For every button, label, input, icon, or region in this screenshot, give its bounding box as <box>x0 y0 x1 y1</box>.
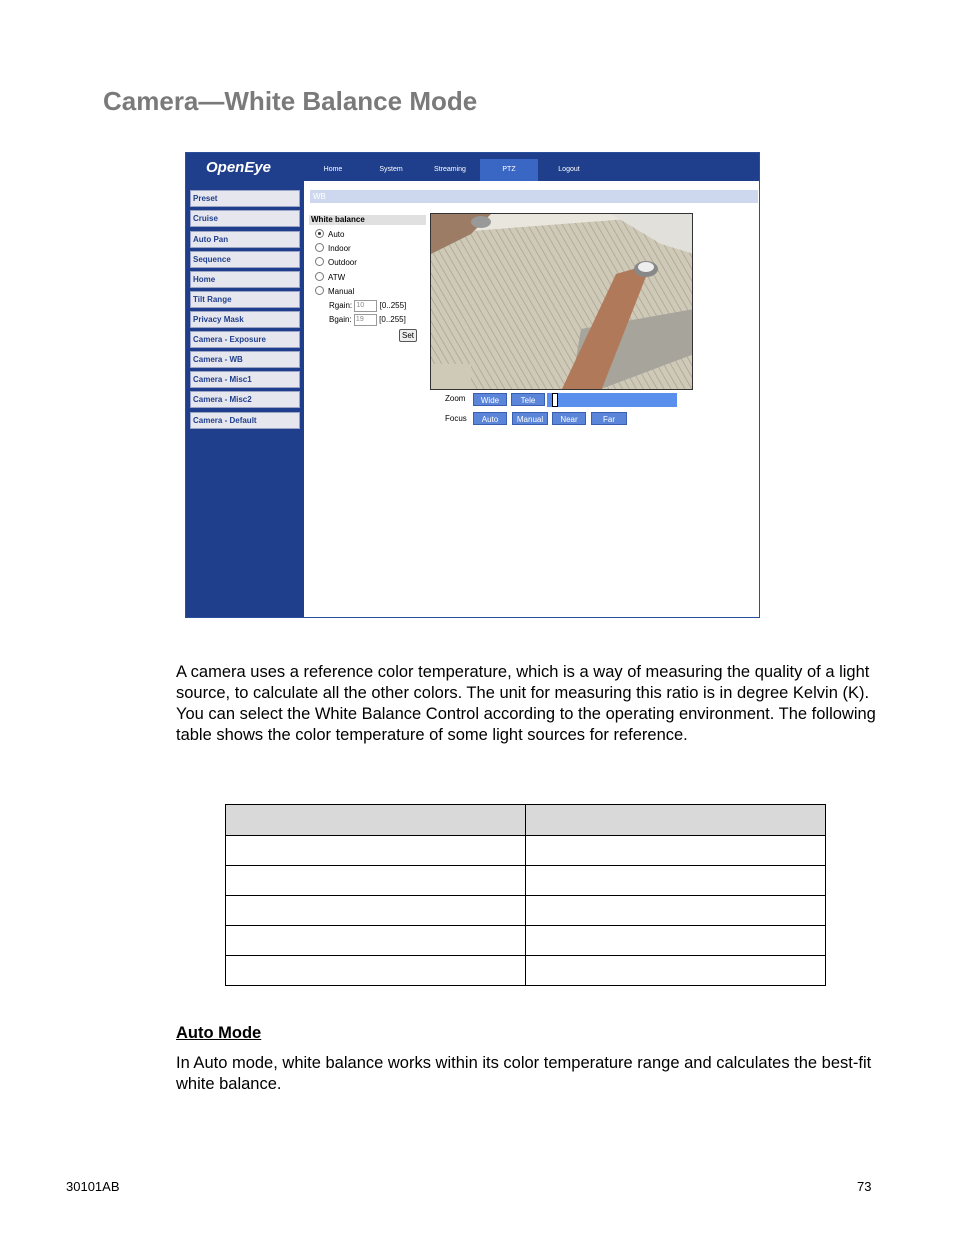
sidebar-item-tilt-range[interactable]: Tilt Range <box>190 291 300 308</box>
radio-icon[interactable] <box>315 229 324 238</box>
option-auto[interactable] <box>315 229 344 240</box>
option-label: Indoor <box>328 244 351 253</box>
page-title: Camera—White Balance Mode <box>103 86 478 116</box>
option-indoor[interactable] <box>315 243 351 254</box>
nav-home[interactable]: Home <box>323 166 343 173</box>
table-cell <box>226 836 526 866</box>
footer-page-number: 73 <box>857 1179 872 1194</box>
sidebar-item-camera-misc1[interactable]: Camera - Misc1 <box>190 371 300 388</box>
sidebar-item-privacy-mask[interactable]: Privacy Mask <box>190 311 300 328</box>
ui-header <box>186 153 759 181</box>
white-balance-heading: White balance <box>309 215 426 225</box>
nav-system[interactable]: System <box>379 166 403 173</box>
bgain-row <box>329 314 406 326</box>
zoom-slider-handle[interactable] <box>552 393 558 407</box>
sidebar-item-cruise[interactable]: Cruise <box>190 210 300 227</box>
radio-icon[interactable] <box>315 272 324 281</box>
zoom-tele-button[interactable]: Tele <box>511 393 545 406</box>
table-cell <box>226 956 526 986</box>
nav-logout[interactable]: Logout <box>558 166 580 173</box>
camera-view <box>430 213 693 390</box>
option-label: Manual <box>328 287 355 296</box>
table-cell <box>526 896 826 926</box>
option-label: Auto <box>328 230 345 239</box>
table-cell <box>226 926 526 956</box>
intro-paragraph: A camera uses a reference color temperature, which is a way of measuring the quality of a light source, to calculate all the other colors. The unit for measuring this ratio is in degree Kelvin (K). You can select the White Balance Control according to the operating environment. The following table shows the color temperature of some light sources for reference. <box>176 663 876 744</box>
table-cell <box>226 866 526 896</box>
openeye-logo: OpenEye <box>206 159 272 176</box>
sidebar-item-sequence[interactable]: Sequence <box>190 251 300 268</box>
camera-image <box>431 214 693 390</box>
auto-mode-heading: Auto Mode <box>176 1024 262 1042</box>
table-cell <box>226 896 526 926</box>
nav-ptz[interactable]: PTZ <box>480 159 538 181</box>
rgain-label: Rgain: <box>329 301 353 311</box>
table-cell <box>526 926 826 956</box>
option-label: Outdoor <box>328 258 357 267</box>
rgain-range: [0..255] <box>379 301 407 311</box>
option-atw[interactable] <box>315 272 345 283</box>
ui-sidebar <box>186 181 304 617</box>
option-outdoor[interactable] <box>315 257 357 268</box>
zoom-wide-button[interactable]: Wide <box>473 393 507 406</box>
sidebar-item-camera-exposure[interactable]: Camera - Exposure <box>190 331 300 348</box>
sidebar-item-preset[interactable]: Preset <box>190 190 300 207</box>
focus-auto-button[interactable]: Auto <box>473 412 507 425</box>
bgain-input[interactable]: 19 <box>354 314 377 326</box>
option-label: ATW <box>328 273 346 282</box>
focus-label: Focus <box>445 414 467 423</box>
web-ui-screenshot <box>185 152 760 618</box>
section-bar: WB <box>310 190 758 203</box>
rgain-input[interactable]: 10 <box>354 300 377 312</box>
table-cell <box>526 836 826 866</box>
radio-icon[interactable] <box>315 243 324 252</box>
footer-doc-id: 30101AB <box>66 1179 120 1194</box>
table-row <box>226 956 826 986</box>
radio-icon[interactable] <box>315 257 324 266</box>
table-row <box>226 896 826 926</box>
table-row <box>226 836 826 866</box>
table-row <box>226 866 826 896</box>
focus-far-button[interactable]: Far <box>591 412 627 425</box>
table-cell <box>526 805 826 836</box>
table-cell <box>226 805 526 836</box>
zoom-label: Zoom <box>445 394 466 403</box>
sidebar-item-home[interactable]: Home <box>190 271 300 288</box>
focus-near-button[interactable]: Near <box>552 412 586 425</box>
table-row <box>226 926 826 956</box>
nav-streaming[interactable]: Streaming <box>434 166 466 173</box>
sidebar-item-auto-pan[interactable]: Auto Pan <box>190 231 300 248</box>
radio-icon[interactable] <box>315 286 324 295</box>
color-temperature-table <box>225 804 826 986</box>
sidebar-item-camera-wb[interactable]: Camera - WB <box>190 351 300 368</box>
focus-manual-button[interactable]: Manual <box>512 412 548 425</box>
table-cell <box>526 866 826 896</box>
bgain-label: Bgain: <box>329 315 352 325</box>
table-header-row <box>226 805 826 836</box>
set-button[interactable]: Set <box>399 329 417 342</box>
sidebar-item-camera-default[interactable]: Camera - Default <box>190 412 300 429</box>
option-manual[interactable] <box>315 286 354 297</box>
bgain-range: [0..255] <box>379 315 406 325</box>
table-cell <box>526 956 826 986</box>
auto-mode-paragraph: In Auto mode, white balance works within its color temperature range and calculates the best-fit white balance. <box>176 1054 872 1093</box>
sidebar-item-camera-misc2[interactable]: Camera - Misc2 <box>190 391 300 408</box>
zoom-slider[interactable] <box>547 393 677 407</box>
rgain-row <box>329 300 406 312</box>
